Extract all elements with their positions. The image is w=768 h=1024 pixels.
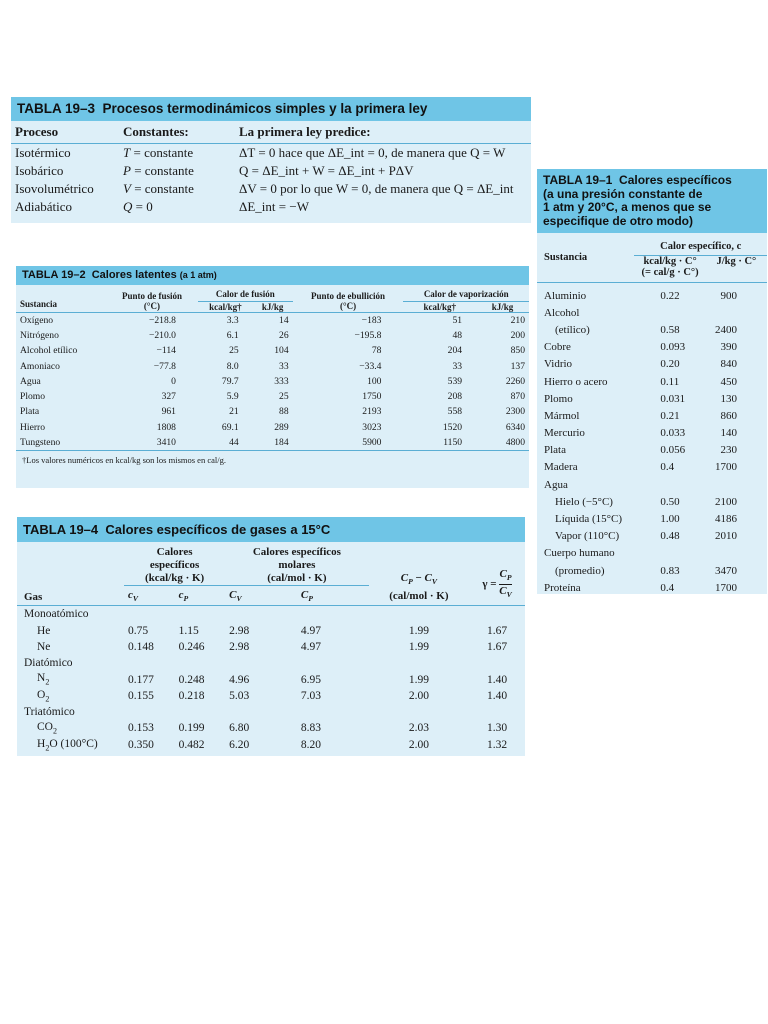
cell-CP: 6.95 [300,673,322,686]
cell-cp: 0.218 [178,689,205,702]
cell-CP: 4.97 [300,624,322,637]
cell-kcal: 0.58 [660,323,680,336]
cell-sustancia: Oxígeno [20,314,54,326]
cell-cp: 1.15 [178,624,199,637]
cell-j [706,476,767,493]
cell-gamma: 1.32 [486,738,508,751]
cell-kcal: 0.22 [660,289,680,302]
table-tag: TABLA 19–3 [17,101,96,116]
cell-kcal [634,476,705,493]
table-19-1 [537,169,767,594]
table-title: Calores latentes [91,269,177,281]
cell-vap-kcal: 204 [447,345,463,357]
cell-sustancia: Mercurio [544,427,585,440]
cell-group: Monoatómico [24,608,89,621]
cell-gas [17,720,124,736]
cell-sustancia: Líquida (15°C) [555,513,623,526]
col-header-cp: $c_P$ [178,589,189,604]
table-row [537,373,767,390]
cell-sustancia: Aluminio [544,289,587,302]
gas-subscript: 2 [52,726,58,736]
cell-fusion-kj: 88 [279,406,289,418]
header-line: molares [278,559,316,571]
cell-diff: 2.00 [408,689,429,702]
cell-kcal: 0.48 [660,530,680,543]
cell-diff: 1.99 [408,624,429,637]
cell-sustancia: Nitrógeno [20,329,59,341]
group-row [17,655,525,671]
cell-kcal: 0.11 [660,375,680,388]
cell-punto-ebullicion: 2193 [362,406,382,418]
cell-vap-kcal: 1520 [442,421,463,433]
table-row [17,622,525,638]
cell-j: 130 [720,392,737,405]
cell-j: 3470 [715,564,737,577]
col-header-sustancia: Sustancia [544,252,588,263]
var: Q [123,199,133,214]
const-text: = constante [130,163,194,178]
const-text: = constante [130,181,194,196]
cell-vap-kj: 137 [510,360,525,372]
table-row [16,389,529,404]
cell-proceso: Isovolumétrico [15,181,94,196]
table-row [537,425,767,442]
cell-cv: 0.153 [128,722,154,735]
cell-CV: 4.96 [229,673,250,686]
cell-sustancia: Alcohol etílico [20,345,78,357]
table-row [16,358,529,373]
table-row [11,180,531,198]
table-row [537,390,767,407]
cell-fusion-kj: 26 [279,329,289,341]
cell-vap-kcal: 208 [447,391,463,403]
table-row [11,144,531,163]
cell-vap-kcal: 51 [452,314,463,326]
cell-CP: 7.03 [300,689,322,702]
table-row [17,688,525,704]
cell-kcal: 0.056 [660,444,686,457]
cell-kcal [634,304,705,321]
cell-vap-kcal: 1150 [443,437,463,449]
table-title-line: especifique de otro modo) [543,213,694,228]
table-19-4-body [17,542,525,753]
table-19-2-title [16,266,529,285]
cell-vap-kcal: 539 [447,375,463,387]
cell-sustancia: Alcohol [544,306,580,319]
cell-sustancia: Hierro o acero [544,375,608,388]
cell-sustancia: Vapor (110°C) [555,530,620,543]
table-19-3-body [11,121,531,216]
cell-sustancia: Agua [20,375,41,387]
col-header-unit: (°C) [143,301,161,312]
col-header-proceso: Proceso [15,124,59,139]
cell-sustancia: (etílico) [555,323,590,336]
cell-sustancia: Hierro [20,421,46,433]
const-text: = constante [130,145,194,160]
col-header-calores-especificos [124,542,225,586]
table-row [16,328,529,343]
cell-fusion-kj: 104 [274,345,289,357]
cell-proceso: Isobárico [15,163,64,178]
table-19-3-title [11,97,531,121]
col-header-kcal-alt: (= cal/g · C°) [641,267,699,278]
table-19-4-title [17,517,525,542]
cell-fusion-kj: 333 [274,375,289,387]
table-row [16,374,529,389]
cell-gamma: 1.67 [486,640,508,653]
cell-fusion-kcal: 44 [229,437,239,449]
table-title-line: 1 atm y 20°C, a menos que se [543,200,712,214]
cell-sustancia: Amoniaco [20,360,60,372]
group-row [17,606,525,623]
cell-j: 450 [720,375,737,388]
cell-CV: 6.20 [229,738,250,751]
cell-sustancia: Proteína [544,581,581,594]
cell-fusion-kcal: 69.1 [221,421,239,433]
cell-diff: 2.03 [408,722,429,735]
cell-sustancia: Agua [544,478,568,491]
table-row [537,356,767,373]
gas-name-tail: O (100°C) [49,737,98,750]
col-header-kcal: kcal/kg† [209,301,242,312]
cell-gamma: 1.67 [486,624,508,637]
table-row [537,510,767,527]
cell-punto-ebullicion: −33.4 [359,360,382,372]
cell-kcal: 0.4 [660,461,675,474]
table-19-2 [16,266,529,488]
table-row [537,287,767,304]
cell-sustancia: Plata [544,444,566,457]
cell-j: 2400 [715,323,737,336]
gas-name: O [37,688,46,701]
header-line: Calores específicos [252,546,341,558]
col-header-kj: kJ/kg [491,301,514,312]
gas-subscript: 2 [45,677,50,687]
cell-gas [17,639,124,655]
cell-sustancia: Hielo (−5°C) [555,495,613,508]
cell-cp: 0.199 [178,722,205,735]
table-title: Calores específicos de gases a 15°C [105,522,331,537]
col-header-calores-molares [225,542,369,586]
table-19-4 [17,517,525,756]
cell-j: 860 [720,409,737,422]
col-header-gamma: γ = $\frac{C_P}{C_V}$ [482,567,512,600]
cell-j: 2100 [715,495,737,508]
cell-gas [17,671,124,687]
cell-punto-fusion: 961 [161,406,176,418]
cell-fusion-kj: 33 [279,360,289,372]
cell-fusion-kcal: 5.9 [226,391,239,403]
cell-CP: 8.83 [300,722,322,735]
col-header-diff [369,542,469,603]
cell-sustancia: Tungsteno [20,437,61,449]
cell-kcal: 0.21 [660,409,680,422]
cell-sustancia: Cuerpo humano [544,547,615,560]
cell-kcal: 0.20 [660,358,680,371]
col-header-unit: (°C) [339,301,357,312]
cell-cv: 0.155 [128,689,154,702]
cell-gas [17,737,124,753]
cell-vap-kj: 6340 [505,421,525,433]
cell-j: 390 [720,341,737,354]
cell-constantes [119,162,235,180]
cell-sustancia: Vidrio [544,358,573,371]
gas-name: He [37,624,51,637]
cell-cp: 0.248 [178,673,205,686]
col-header-calor-vaporizacion: Calor de vaporización [403,285,529,301]
table-row [537,545,767,562]
table-row [537,528,767,545]
table-row [11,162,531,180]
cell-diff: 2.00 [408,738,429,751]
cell-predice: ΔV = 0 por lo que W = 0, de manera que Q = ΔE_int [239,181,514,196]
table-row [537,493,767,510]
table-row [537,579,767,596]
table-tag: TABLA 19–2 [22,269,86,281]
cell-diff: 1.99 [408,673,429,686]
cell-j: 4186 [715,513,737,526]
cell-kcal: 0.4 [660,581,675,594]
cell-fusion-kj: 14 [279,314,289,326]
header-line: específicos [149,559,200,571]
col-header-kcal: kcal/kg† [423,301,457,312]
cell-CV: 2.98 [229,640,250,653]
table-row [17,639,525,655]
cell-punto-fusion: −210.0 [148,329,176,341]
cell-sustancia: (promedio) [555,564,605,577]
cell-constantes [119,198,235,216]
cell-proceso: Isotérmico [15,145,71,160]
cell-j: 900 [720,289,737,302]
cell-gamma: 1.40 [486,673,508,686]
cell-group: Diatómico [24,657,73,670]
table-title-note: (a 1 atm) [179,270,217,280]
cell-j [706,545,767,562]
cell-kcal [634,545,705,562]
cell-fusion-kcal: 3.3 [226,314,239,326]
col-header-sustancia: Sustancia [20,298,58,309]
cell-sustancia: Cobre [544,341,571,354]
cell-proceso: Adiabático [15,199,73,214]
table-row [537,442,767,459]
cell-punto-ebullicion: 5900 [362,437,382,449]
col-header-predice: La primera ley predice: [239,124,371,139]
cell-CP: 8.20 [300,738,322,751]
cell-vap-kcal: 558 [447,406,463,418]
table-row [537,304,767,321]
col-header-kcal: kcal/kg · C° [643,256,697,267]
table-title: Calores específicos [619,173,732,187]
cell-cv: 0.148 [128,640,154,653]
cell-fusion-kcal: 21 [229,406,239,418]
table-footnote: †Los valores numéricos en kcal/kg son los mismos en cal/g. [16,450,529,469]
cell-punto-fusion: 3410 [156,437,176,449]
table-row [16,312,529,328]
cell-punto-fusion: 327 [161,391,176,403]
cell-kcal: 0.50 [660,495,680,508]
cell-gamma: 1.40 [486,689,508,702]
cell-cv: 0.350 [128,738,154,751]
cell-vap-kj: 2260 [505,375,525,387]
cell-predice: Q = ΔE_int + W = ΔE_int + PΔV [239,163,414,178]
table-row [537,476,767,493]
col-header-CP: $C_P$ [300,589,313,604]
cell-j: 140 [720,427,737,440]
cell-kcal: 0.031 [660,392,686,405]
col-header-calor-especifico: Calor específico, c [634,233,767,256]
table-tag: TABLA 19–4 [23,522,99,537]
col-header-j: J/kg · C° [716,256,757,267]
cell-fusion-kcal: 6.1 [226,329,239,341]
table-row [17,720,525,736]
cell-j: 2010 [715,530,737,543]
cell-diff: 1.99 [408,640,429,653]
col-header-punto-fusion: Punto de fusión [121,291,182,301]
cell-sustancia: Mármol [544,409,580,422]
cell-j [706,304,767,321]
table-title: Procesos termodinámicos simples y la primera ley [102,101,428,116]
cell-fusion-kcal: 8.0 [226,360,239,372]
cell-CV: 5.03 [229,689,250,702]
cell-CV: 6.80 [229,722,250,735]
col-header-kj: kJ/kg [261,301,284,312]
cell-kcal: 1.00 [660,513,680,526]
cell-cp: 0.482 [178,738,205,751]
cell-vap-kj: 210 [510,314,525,326]
var: T [123,145,131,160]
group-row [17,704,525,720]
cell-punto-ebullicion: 1750 [362,391,382,403]
cell-fusion-kcal: 25 [229,345,239,357]
cell-j: 840 [720,358,737,371]
gas-name: CO [37,721,53,734]
cell-vap-kcal: 33 [452,360,463,372]
cell-sustancia: Madera [544,461,578,474]
table-row [11,198,531,216]
table-tag: TABLA 19–1 [543,173,613,187]
cell-vap-kj: 870 [510,391,525,403]
table-row [537,459,767,476]
gas-name: N [37,672,46,685]
header-line: (cal/mol · K) [267,572,327,584]
cell-sustancia: Plomo [20,391,46,403]
cell-vap-kcal: 48 [452,329,463,341]
cell-sustancia: Plomo [544,392,573,405]
cell-vap-kj: 200 [510,329,525,341]
table-row [16,420,529,435]
cell-vap-kj: 850 [510,345,525,357]
cell-punto-ebullicion: 100 [367,375,382,387]
cell-cp: 0.246 [178,640,205,653]
col-header-gas: Gas [24,591,43,604]
cell-gas [17,688,124,704]
cell-j: 230 [720,444,737,457]
table-row [537,407,767,424]
header-line: (kcal/kg · K) [144,572,205,584]
cell-fusion-kj: 25 [279,391,289,403]
cell-gas [17,622,124,638]
cell-j: 1700 [715,461,737,474]
cell-cv: 0.177 [128,673,154,686]
cell-predice: ΔE_int = −W [239,199,309,214]
table-row [537,339,767,356]
cell-punto-fusion: 0 [171,375,176,387]
gamma-label: γ = [482,578,497,591]
cell-sustancia: Plata [20,406,40,418]
table-row [16,404,529,419]
col-header-calor-fusion: Calor de fusión [198,285,293,301]
cell-punto-fusion: −218.8 [148,314,176,326]
header-line: (cal/mol · K) [389,590,449,603]
col-header-cv: $c_V$ [128,589,139,604]
gas-subscript: 2 [45,742,50,752]
cell-punto-ebullicion: −183 [361,314,382,326]
cell-predice: ΔT = 0 hace que ΔE_int = 0, de manera que Q = W [239,145,506,160]
cell-punto-fusion: 1808 [156,421,176,433]
cell-vap-kj: 2300 [505,406,525,418]
cell-punto-fusion: −77.8 [153,360,176,372]
cell-fusion-kj: 289 [274,421,289,433]
cell-vap-kj: 4800 [505,437,525,449]
cell-fusion-kcal: 79.7 [221,375,239,387]
cell-gamma: 1.30 [486,722,508,735]
var: P [123,163,131,178]
var: V [123,181,131,196]
cell-kcal: 0.033 [660,427,686,440]
cell-punto-ebullicion: 3023 [362,421,382,433]
table-19-1-title [537,169,767,233]
cell-constantes [119,144,235,163]
const-text: = 0 [132,199,153,214]
table-row [17,737,525,753]
cell-punto-fusion: −114 [156,345,176,357]
header-formula: $C_P - C_V$ [400,572,438,587]
cell-cv: 0.75 [128,624,149,637]
cell-CV: 2.98 [229,624,250,637]
header-line: Calores [156,546,193,558]
table-19-3 [11,97,531,223]
table-row [17,671,525,687]
table-row [537,321,767,338]
table-row [16,435,529,450]
col-header-CV: $C_V$ [229,589,242,604]
table-row [16,343,529,358]
table-row [537,562,767,579]
col-header-constantes: Constantes: [123,124,189,139]
cell-fusion-kj: 184 [274,437,289,449]
cell-kcal: 0.83 [660,564,680,577]
cell-kcal: 0.093 [660,341,686,354]
cell-CP: 4.97 [300,640,322,653]
cell-constantes [119,180,235,198]
cell-punto-ebullicion: −195.8 [354,329,382,341]
table-title-line: (a una presión constante de [543,186,703,201]
gas-name: Ne [37,640,51,653]
gas-name: H [37,737,46,750]
col-header-punto-ebullicion: Punto de ebullición [311,291,386,301]
cell-punto-ebullicion: 78 [371,345,382,357]
cell-group: Triatómico [24,706,75,719]
table-19-2-body [16,285,529,450]
gas-subscript: 2 [45,693,50,703]
cell-j: 1700 [715,581,737,594]
table-19-1-body [537,233,767,596]
